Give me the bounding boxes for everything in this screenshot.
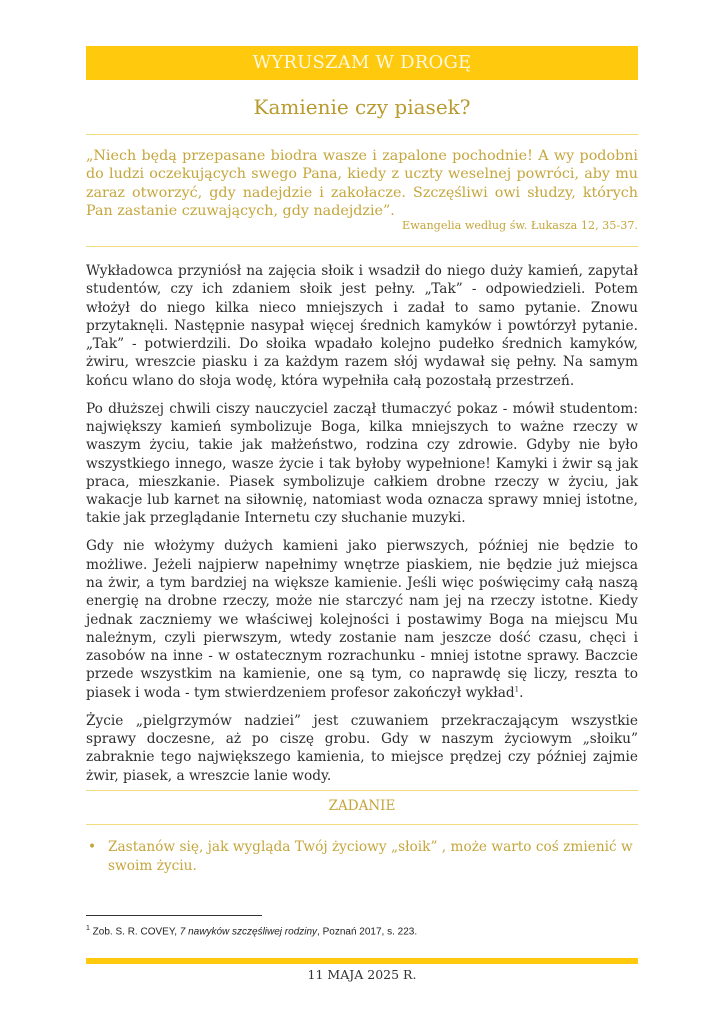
- task-item: [86, 838, 638, 876]
- paragraph-end: .: [519, 684, 524, 701]
- quote-bottom-rule: [86, 246, 638, 247]
- page-title: Kamienie czy piasek?: [253, 95, 471, 119]
- paragraph: Po dłuższej chwili ciszy nauczyciel zaczął tłumaczyć pokaz - mówił studentom: największy kamień symbolizuje Boga, kilka mniejszych to ważne rzeczy w waszym życiu, takie jak małżeństwo, rodzina czy zdrowie. Gdyby nie było wszystkiego innego, wasze życie i tak byłoby wypełnione! Kamyki i żwir są jak praca, mieszkanie. Piasek symbolizuje całkiem drobne rzeczy w życiu, jak wakacje lub karnet na siłownię, natomiast woda oznacza sprawy mniej istotne, takie jak przeglądanie Internetu czy słuchanie muzyki.: [86, 400, 638, 527]
- footnote-book-title: 7 nawyków szczęśliwej rodziny: [179, 926, 318, 938]
- footnote: [86, 922, 638, 939]
- quote-top-rule: [86, 134, 638, 135]
- footnote-suffix: , Poznań 2017, s. 223.: [317, 926, 418, 938]
- section-banner: WYRUSZAM W DROGĘ: [86, 46, 638, 80]
- body-text: [86, 262, 638, 794]
- paragraph-text: Gdy nie włożymy dużych kamieni jako pierwszych, później nie będzie to możliwe. Jeżeli najpierw napełnimy wnętrze piaskiem, nie będzie już miejsca na żwir, a tym bardziej na większe kamienie. Jeśli więc poświęcimy całą naszą energię na drobne rzeczy, może nie starczyć nam jej na rzeczy istotne. Kiedy jednak zaczniemy we właściwej kolejności i postawimy Boga na miejscu Mu należnym, czyli pierwszym, wtedy zostanie nam jeszcze dość czasu, chęci i zasobów na inne - w ostatecznym rozrachunku - mniej istotne sprawy. Baczcie przede wszystkim na kamienie, one są tym, co naprawdę się liczy, reszta to piasek i woda - tym stwierdzeniem profesor zakończył wykład: [86, 538, 638, 701]
- footnote-marker: 1: [86, 925, 90, 932]
- paragraph: Życie „pielgrzymów nadziei” jest czuwaniem przekraczającym wszystkie sprawy doczesne, aż po ciszę grobu. Gdy w naszym życiowym „słoiku” zabraknie tego największego kamienia, to miejsce prędzej czy później zajmie żwir, piasek, a wreszcie lanie wody.: [86, 712, 638, 784]
- footnote-separator: [86, 915, 262, 916]
- bullet-icon: •: [88, 839, 97, 855]
- quote-source: Ewangelia według św. Łukasza 12, 35-37.: [402, 219, 638, 232]
- footnote-prefix: Zob. S. R. COVEY,: [89, 926, 180, 938]
- footnote-ref[interactable]: 1: [514, 685, 520, 694]
- task-heading: ZADANIE: [328, 798, 396, 814]
- scripture-quote: „Niech będą przepasane biodra wasze i zapalone pochodnie! A wy podobni do ludzi oczekujących swego Pana, kiedy z uczty weselnej powróci, aby mu zaraz otworzyć, gdy nadejdzie i zakołacze. Szczęśliwi owi słudzy, których Pan zastanie czuwających, gdy nadejdzie”.: [86, 148, 638, 219]
- task-bottom-rule: [86, 824, 638, 825]
- paragraph: Wykładowca przyniósł na zajęcia słoik i wsadził do niego duży kamień, zapytał studentów, czy ich zdaniem słoik jest pełny. „Tak” - odpowiedzieli. Potem włożył do niego kilka nieco mniejszych i zadał to samo pytanie. Znowu przytaknęli. Następnie nasypał więcej średnich kamyków i powtórzył pytanie. „Tak” - potwierdzili. Do słoika wpadało kolejno pudełko średnich kamyków, żwiru, wreszcie piasku i za każdym razem słój wydawał się pełny. Na samym końcu wlano do słoja wodę, która wypełniła całą pozostałą przestrzeń.: [86, 263, 638, 389]
- task-item-text: Zastanów się, jak wygląda Twój życiowy „słoik” , może warto coś zmienić w swoim życiu.: [108, 839, 633, 874]
- paragraph: [86, 537, 638, 702]
- footer-date: 11 MAJA 2025 R.: [307, 967, 417, 982]
- task-top-rule: [86, 790, 638, 791]
- footer-bar: [86, 958, 638, 964]
- task-list: [86, 838, 638, 876]
